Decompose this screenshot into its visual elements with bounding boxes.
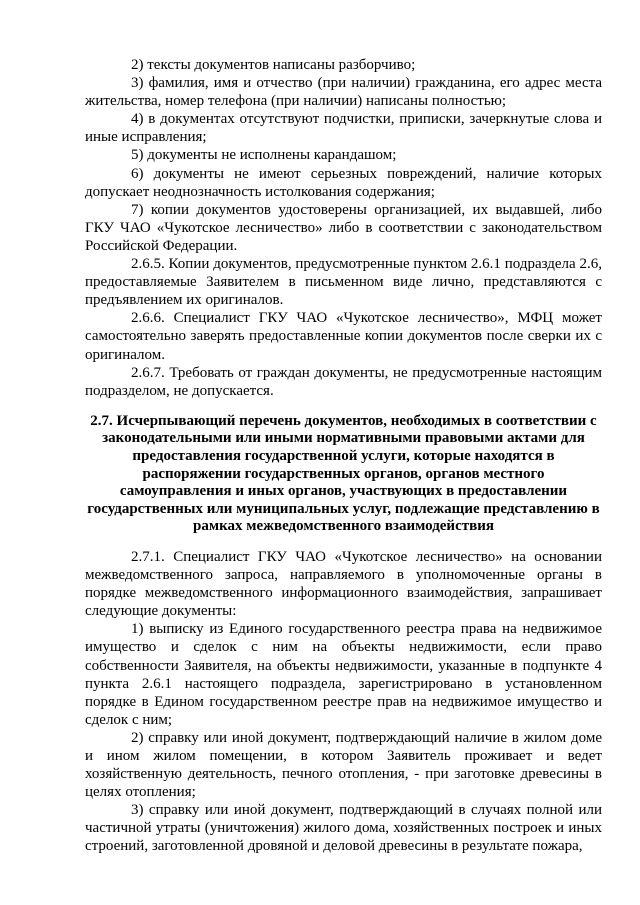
request-item-2: 2) справку или иной документ, подтверждающий наличие в жилом доме и ином жилом помещении, в котором Заявитель проживает и ведет хозяйственную деятельность, печного отопления, - при заготовке древесины в целях отопления; <box>85 729 602 801</box>
section-heading-2-7: 2.7. Исчерпывающий перечень документов, необходимых в соответствии с законодательными или иными нормативными правовыми актами для предоставления государственной услуги, которые находятся в распоряжении государственных органов, органов местного самоуправления и иных органов, участвующих в предоставлении государственных или муниципальных услуг, подлежащие представлению в рамках межведомственного взаимодействия <box>87 412 600 535</box>
request-item-1: 1) выписку из Единого государственного реестра права на недвижимое имущество и сделок с ним на объекты недвижимости, если право собственности Заявителя, на объекты недвижимости, указанные в подпункте 4 пункта 2.6.1 настоящего подраздела, зарегистрировано в установленном порядке в Едином государственном реестре прав на недвижимое имущество и сделок с ним; <box>85 621 602 728</box>
list-item-7: 7) копии документов удостоверены организацией, их выдавшей, либо ГКУ ЧАО «Чукотское лесничество» либо в соответствии с законодательством Российской Федерации. <box>85 201 602 254</box>
list-item-6: 6) документы не имеют серьезных повреждений, наличие которых допускает неоднозначность истолкования содержания; <box>85 165 602 200</box>
list-item-3: 3) фамилия, имя и отчество (при наличии) гражданина, его адрес места жительства, номер телефона (при наличии) написаны полностью; <box>85 75 602 110</box>
list-item-5: 5) документы не исполнены карандашом; <box>131 147 397 164</box>
clause-2-7-1: 2.7.1. Специалист ГКУ ЧАО «Чукотское лесничество» на основании межведомственного запроса, направляемого в уполномоченные органы в порядке межведомственного информационного взаимодействия, запрашивает следующие документы: <box>85 548 602 620</box>
list-item-4: 4) в документах отсутствуют подчистки, приписки, зачеркнутые слова и иные исправления; <box>85 111 602 146</box>
request-item-3: 3) справку или иной документ, подтверждающий в случаях полной или частичной утраты (уничтожения) жилого дома, хозяйственных построек и иных строений, заготовленной дровяной и деловой древесины в результате пожара, <box>85 802 602 855</box>
clause-2-6-6: 2.6.6. Специалист ГКУ ЧАО «Чукотское лесничество», МФЦ может самостоятельно заверять предоставленные копии документов после сверки их с оригиналом. <box>85 310 602 363</box>
clause-2-6-5: 2.6.5. Копии документов, предусмотренные пунктом 2.6.1 подраздела 2.6, предоставляемые Заявителем в письменном виде лично, представляются с предъявлением их оригиналов. <box>85 256 602 309</box>
clause-2-6-7: 2.6.7. Требовать от граждан документы, не предусмотренные настоящим подразделом, не допускается. <box>85 364 602 399</box>
document-page <box>85 56 602 856</box>
list-item-2: 2) тексты документов написаны разборчиво; <box>131 57 416 73</box>
